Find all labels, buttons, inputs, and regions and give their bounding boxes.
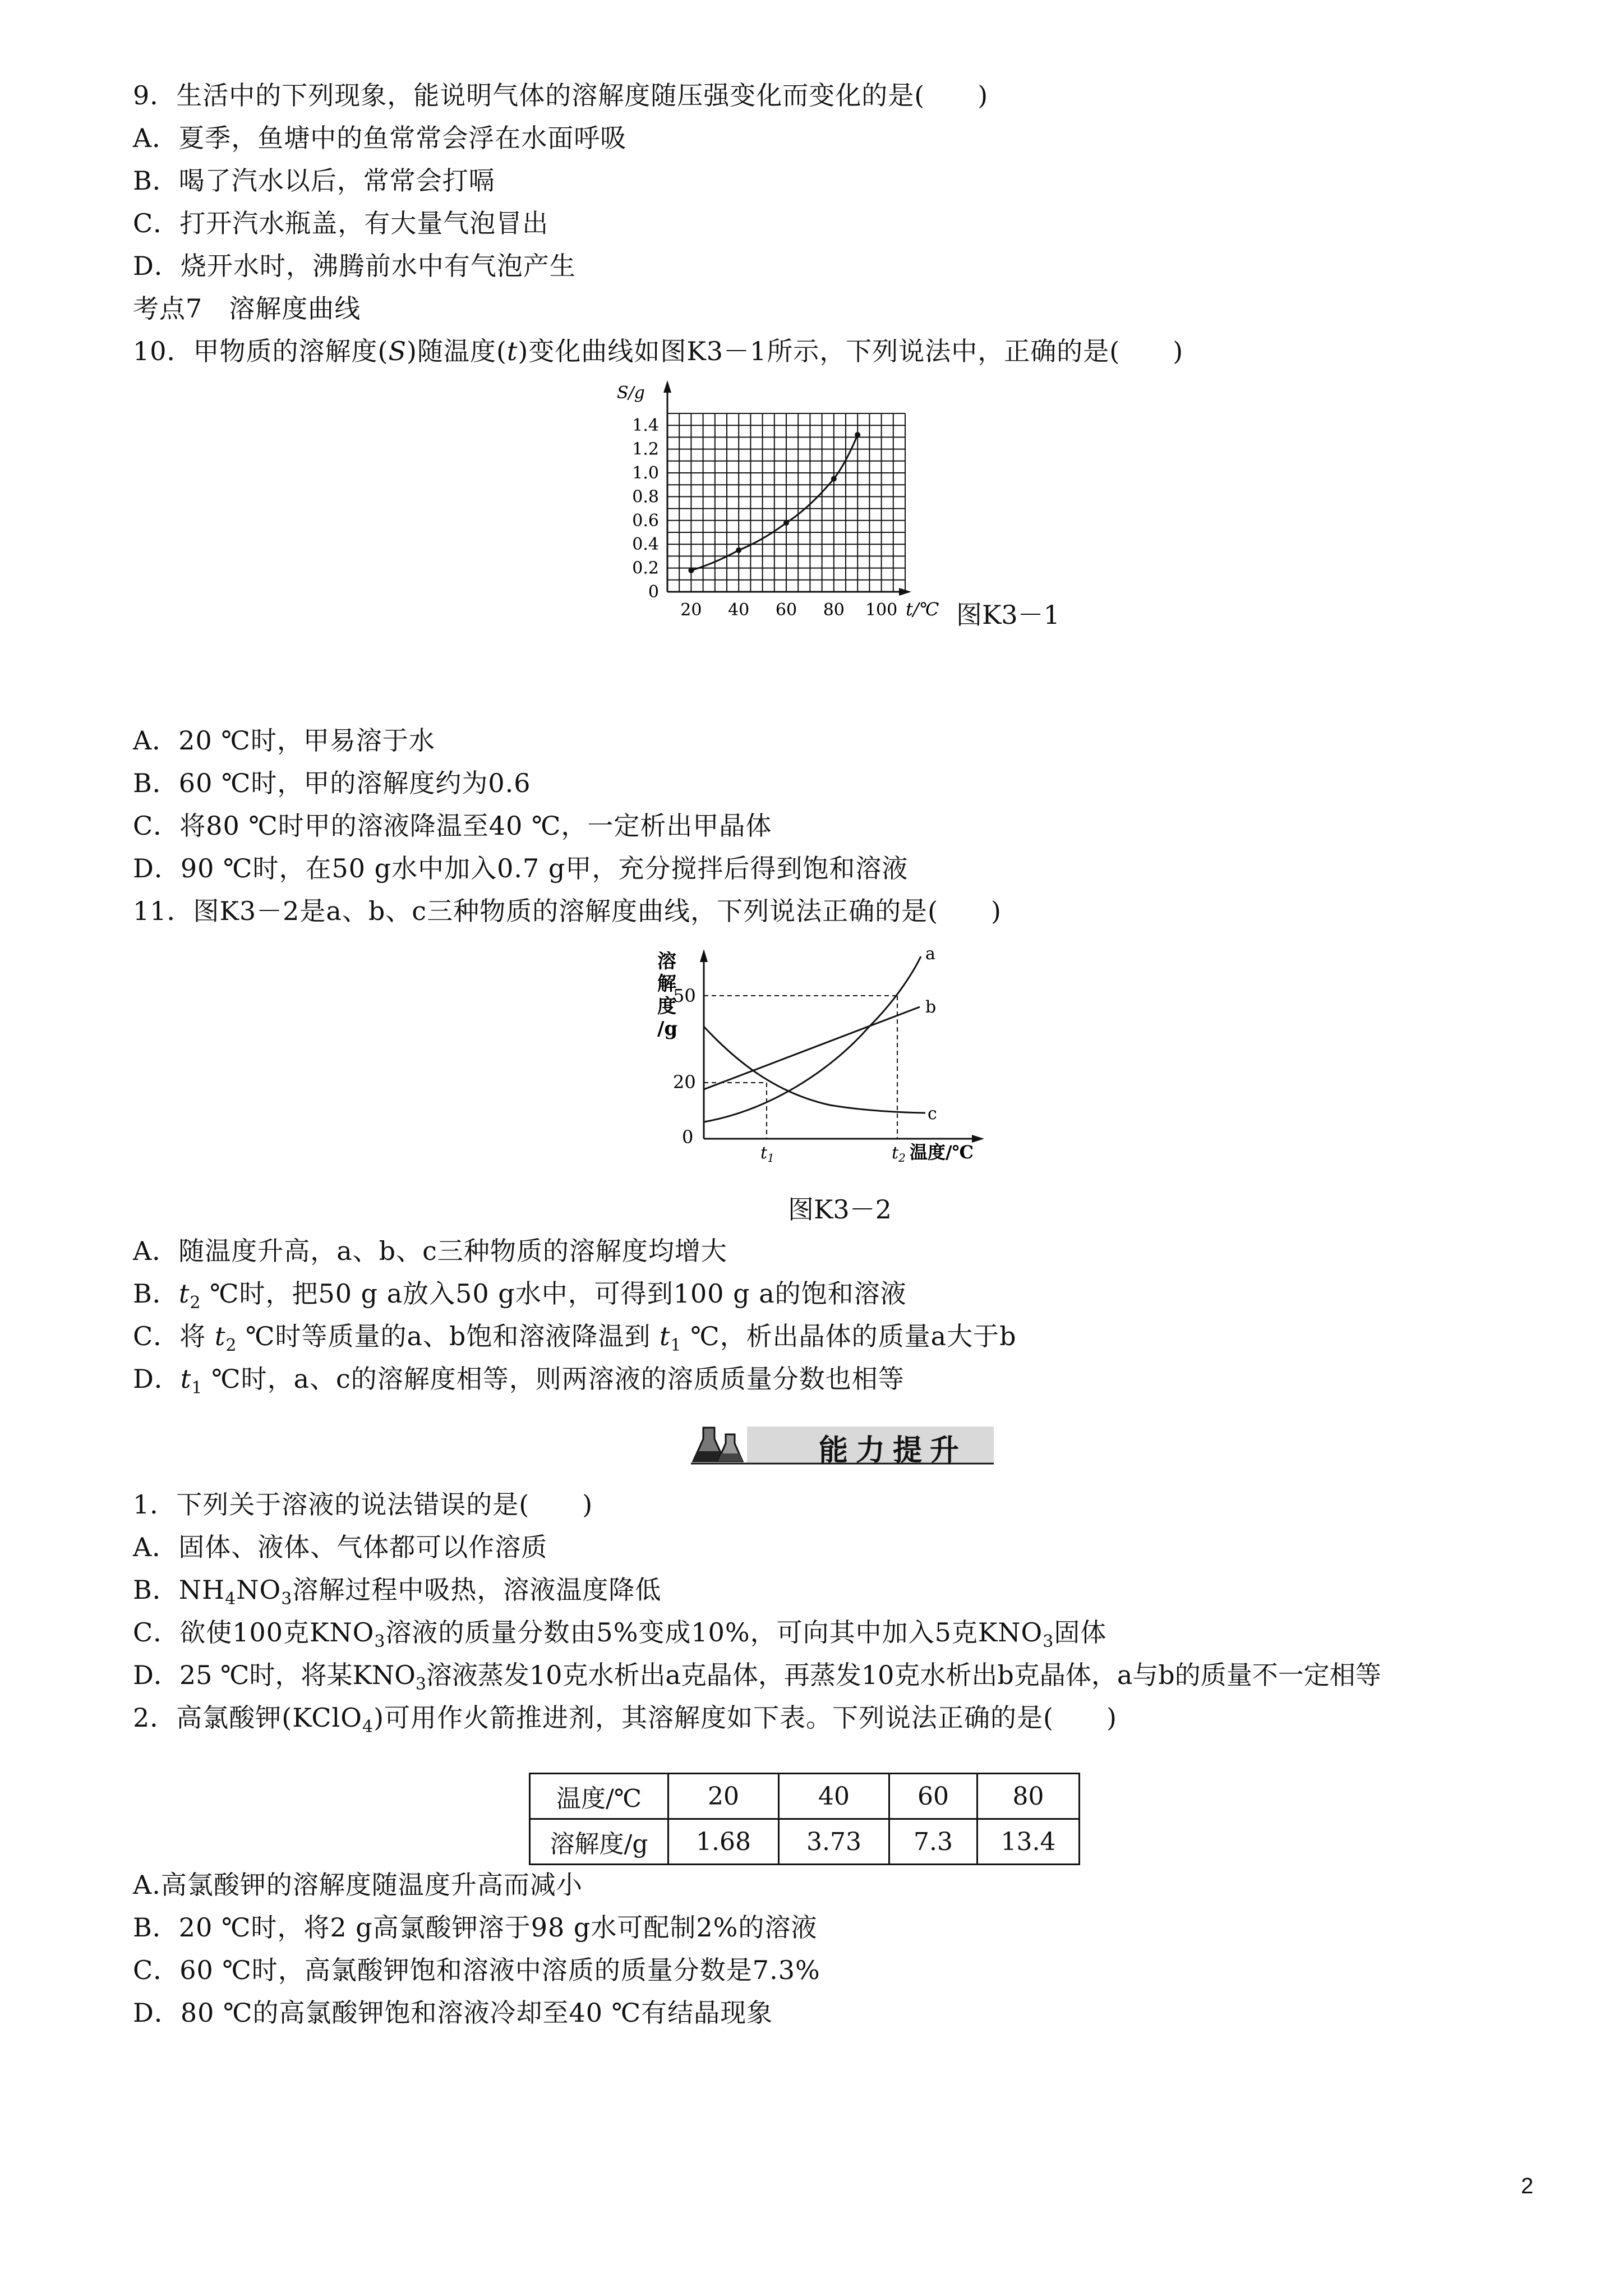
c1-x-tick-label: 100: [865, 600, 898, 620]
q9-option-d: D．烧开水时，沸腾前水中有气泡产生: [133, 251, 576, 281]
c1-x-tick-label: 20: [680, 600, 702, 620]
c2-y-label-3: 度: [657, 995, 676, 1018]
c2-x-marker-t1: $t_1$: [760, 1143, 774, 1165]
q9-stem: 9．生活中的下列现象，能说明气体的溶解度随压强变化而变化的是( ): [133, 80, 989, 111]
p2-option-c: C．60 ℃时，高氯酸钾饱和溶液中溶质的质量分数是7.3%: [133, 1955, 820, 1985]
solubility-table: [529, 1773, 1080, 1865]
c1-data-point: [688, 568, 694, 573]
q9-option-b: B．喝了汽水以后，常常会打嗝: [133, 165, 495, 196]
c2-y-label-4: /g: [657, 1018, 678, 1040]
table-row: [530, 1774, 1080, 1819]
q9-option-a: A．夏季，鱼塘中的鱼常常会浮在水面呼吸: [133, 123, 627, 153]
table-cell: 20: [668, 1774, 779, 1819]
c1-y-arrow: [663, 380, 671, 393]
banner-title: 能力提升: [819, 1434, 967, 1467]
c2-y-label-2: 解: [657, 973, 676, 995]
c2-series-b-label: b: [925, 997, 937, 1017]
q10-option-b: B．60 ℃时，甲的溶解度约为0.6: [133, 768, 531, 798]
c1-y-tick-label: 0.8: [632, 487, 659, 507]
c2-x-label: 温度/℃: [910, 1142, 974, 1163]
q11-option-a: A．随温度升高，a、b、c三种物质的溶解度均增大: [133, 1236, 727, 1266]
c2-curve-a: [704, 956, 921, 1122]
fig2-caption: 图K3－2: [788, 1194, 892, 1225]
c2-curve-c: [704, 1027, 925, 1113]
q10-option-d: D．90 ℃时，在50 g水中加入0.7 g甲，充分搅拌后得到饱和溶液: [133, 853, 909, 884]
c1-y-tick-label: 0.2: [632, 558, 659, 578]
c1-x-tick-label: 80: [823, 600, 845, 620]
c1-data-point: [736, 547, 741, 553]
page-number: 2: [1521, 2174, 1534, 2198]
c1-y-tick-label: 0: [648, 582, 659, 602]
c1-y-tick-label: 0.6: [632, 510, 659, 531]
table-cell: 1.68: [668, 1819, 779, 1865]
c1-data-point: [783, 520, 789, 526]
p1-option-c: C．欲使100克$KNO_3$溶液的质量分数由5%变成10%，可向其中加入5克$KNO_3$固体: [133, 1617, 1107, 1651]
c2-tick-50: 50: [673, 985, 696, 1006]
q9-option-c: C．打开汽水瓶盖，有大量气泡冒出: [133, 208, 549, 238]
table-cell: 80: [978, 1774, 1080, 1819]
table-row: [530, 1819, 1080, 1865]
p2-option-d: D．80 ℃的高氯酸钾饱和溶液冷却至40 ℃有结晶现象: [133, 1998, 773, 2028]
p2-option-b: B．20 ℃时，将2 g高氯酸钾溶于98 g水可配制2%的溶液: [133, 1912, 818, 1943]
section-heading: 考点7 溶解度曲线: [133, 293, 361, 324]
c1-x-tick-label: 60: [775, 600, 797, 620]
p2-stem: 2．高氯酸钾(KClO$_4$)可用作火箭推进剂，其溶解度如下表。下列说法正确的是( ): [133, 1703, 1117, 1737]
table-cell: 60: [889, 1774, 978, 1819]
flask-icon: [693, 1428, 743, 1461]
table-cell: 13.4: [978, 1819, 1080, 1865]
q11-option-d: D．$t_1$ ℃时，a、c的溶解度相等，则两溶液的溶质质量分数也相等: [133, 1364, 905, 1398]
q10-option-a: A．20 ℃时，甲易溶于水: [133, 725, 435, 756]
c2-x-arrow: [972, 1135, 984, 1143]
c1-y-tick-label: 1.0: [632, 463, 659, 483]
table-cell: 3.73: [779, 1819, 889, 1865]
c2-tick-20: 20: [673, 1071, 696, 1093]
c2-series-c-label: c: [928, 1104, 937, 1124]
p1-option-b: B．$NH_4NO_3$溶解过程中吸热，溶液温度降低: [133, 1575, 662, 1609]
c2-tick-0: 0: [682, 1126, 694, 1148]
table-cell: 溶解度/g: [530, 1819, 668, 1865]
c2-y-label-1: 溶: [657, 950, 676, 973]
table-cell: 40: [779, 1774, 889, 1819]
c2-series-a-label: a: [925, 944, 935, 964]
c1-data-point: [831, 476, 837, 482]
q11-option-b: B．$t_2$ ℃时，把50 g a放入50 g水中，可得到100 g a的饱和溶液: [133, 1278, 907, 1313]
solubility-chart-k3-1: [583, 370, 1021, 639]
c1-y-label: S/g: [617, 383, 645, 403]
c2-x-marker-t2: $t_2$: [892, 1143, 906, 1165]
p1-option-a: A．固体、液体、气体都可以作溶质: [133, 1532, 548, 1562]
c1-y-tick-label: 1.2: [632, 439, 659, 459]
c1-x-tick-label: 40: [728, 600, 750, 620]
table-cell: 7.3: [889, 1819, 978, 1865]
solubility-chart-k3-2: [651, 942, 1009, 1167]
p2-option-a: A.高氯酸钾的溶解度随温度升高而减小: [133, 1870, 583, 1900]
table-cell: 温度/℃: [530, 1774, 668, 1819]
c1-y-tick-label: 1.4: [632, 416, 659, 436]
p1-option-d: D．25 ℃时，将某$KNO_3$溶液蒸发10克水析出a克晶体，再蒸发10克水析出b克晶体，a与b的质量不一定相等: [133, 1660, 1381, 1694]
c1-x-label: t/℃: [906, 599, 939, 620]
q11-option-c: C．将 $t_2$ ℃时等质量的a、b饱和溶液降温到 $t_1$ ℃，析出晶体的质量a大于b: [133, 1321, 1017, 1355]
c1-y-tick-label: 0.4: [632, 535, 659, 555]
c1-data-point: [855, 432, 860, 438]
q10-option-c: C．将80 ℃时甲的溶液降温至40 ℃，一定析出甲晶体: [133, 811, 772, 841]
fig1-caption: 图K3－1: [956, 600, 1060, 630]
c2-y-arrow: [700, 949, 708, 962]
q11-stem: 11．图K3－2是a、b、c三种物质的溶解度曲线，下列说法正确的是( ): [133, 896, 1002, 926]
p1-stem: 1．下列关于溶液的说法错误的是( ): [133, 1489, 593, 1520]
q10-stem: 10．甲物质的溶解度(S)随温度(t)变化曲线如图K3－1所示，下列说法中，正确的是( ): [133, 336, 1184, 366]
